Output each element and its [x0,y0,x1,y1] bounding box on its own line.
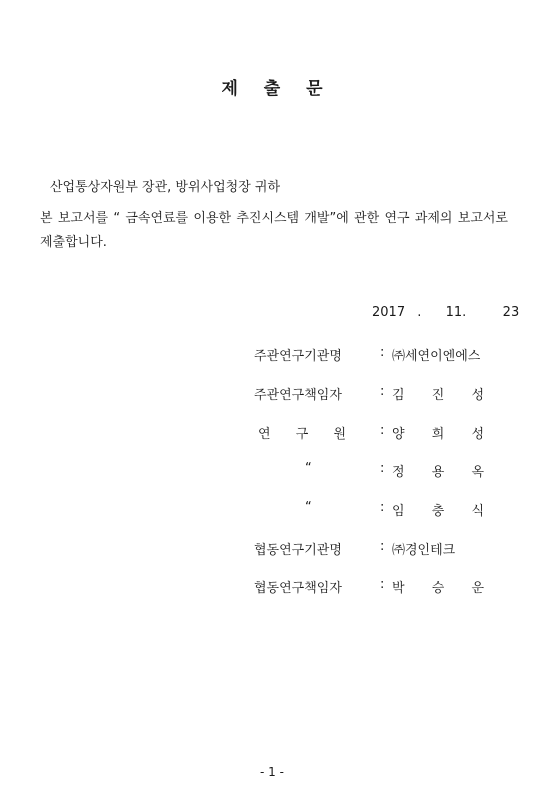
signatory-row [0,384,544,404]
signatory-colon: : [380,384,385,399]
signatory-row [0,461,544,481]
signatory-value [392,577,484,596]
recipient-line: 산업통상자원부 장관, 방위사업청장 귀하 [50,180,281,195]
signatory-value [392,423,484,442]
ditto-mark: “ [305,500,312,515]
syllable: 식 [471,504,484,519]
syllable: 승 [431,581,445,596]
syllable: 구 [295,427,309,442]
signatory-row [0,345,544,365]
signatory-label [258,423,346,442]
signatory-label: 협동연구기관명 [254,543,342,558]
signatory-label: 협동연구책임자 [254,581,342,596]
syllable: 옥 [471,465,484,480]
syllable: 정 [392,465,405,480]
ditto-mark: “ [305,461,312,476]
signatory-value [392,461,484,480]
signatory-colon: : [380,539,385,554]
signatory-value: ㈜경인테크 [392,543,456,558]
page-number: - 1 - [260,765,284,779]
signatory-colon: : [380,345,385,360]
signatory-row [0,423,544,443]
syllable: 용 [431,465,445,480]
submission-date: 2017 . 11. 23 [372,305,520,320]
syllable: 원 [333,427,346,442]
signatory-value: ㈜세연이엔에스 [392,349,481,364]
syllable: 운 [471,581,484,596]
syllable: 양 [392,427,405,442]
syllable: 박 [392,581,405,596]
signatory-colon: : [380,577,385,592]
signatory-row [0,500,544,520]
syllable: 성 [471,388,484,403]
submission-statement: 본 보고서를 “ 금속연료를 이용한 추진시스템 개발”에 관한 연구 과제의 보고서로 제출합니다. [40,211,508,250]
signatory-colon: : [380,500,385,515]
signatory-value [392,500,484,519]
signatory-value [392,384,484,403]
signatory-row [0,577,544,597]
signatory-colon: : [380,461,385,476]
syllable: 김 [392,388,405,403]
signatory-row [0,539,544,559]
syllable: 진 [431,388,445,403]
syllable: 희 [431,427,445,442]
syllable: 성 [471,427,484,442]
syllable: 연 [258,427,271,442]
signatory-colon: : [380,423,385,438]
syllable: 충 [431,504,445,519]
syllable: 임 [392,504,405,519]
signatory-label: 주관연구기관명 [254,349,342,364]
document-title: 제 출 문 [221,79,333,99]
signatory-label: 주관연구책임자 [254,388,342,403]
